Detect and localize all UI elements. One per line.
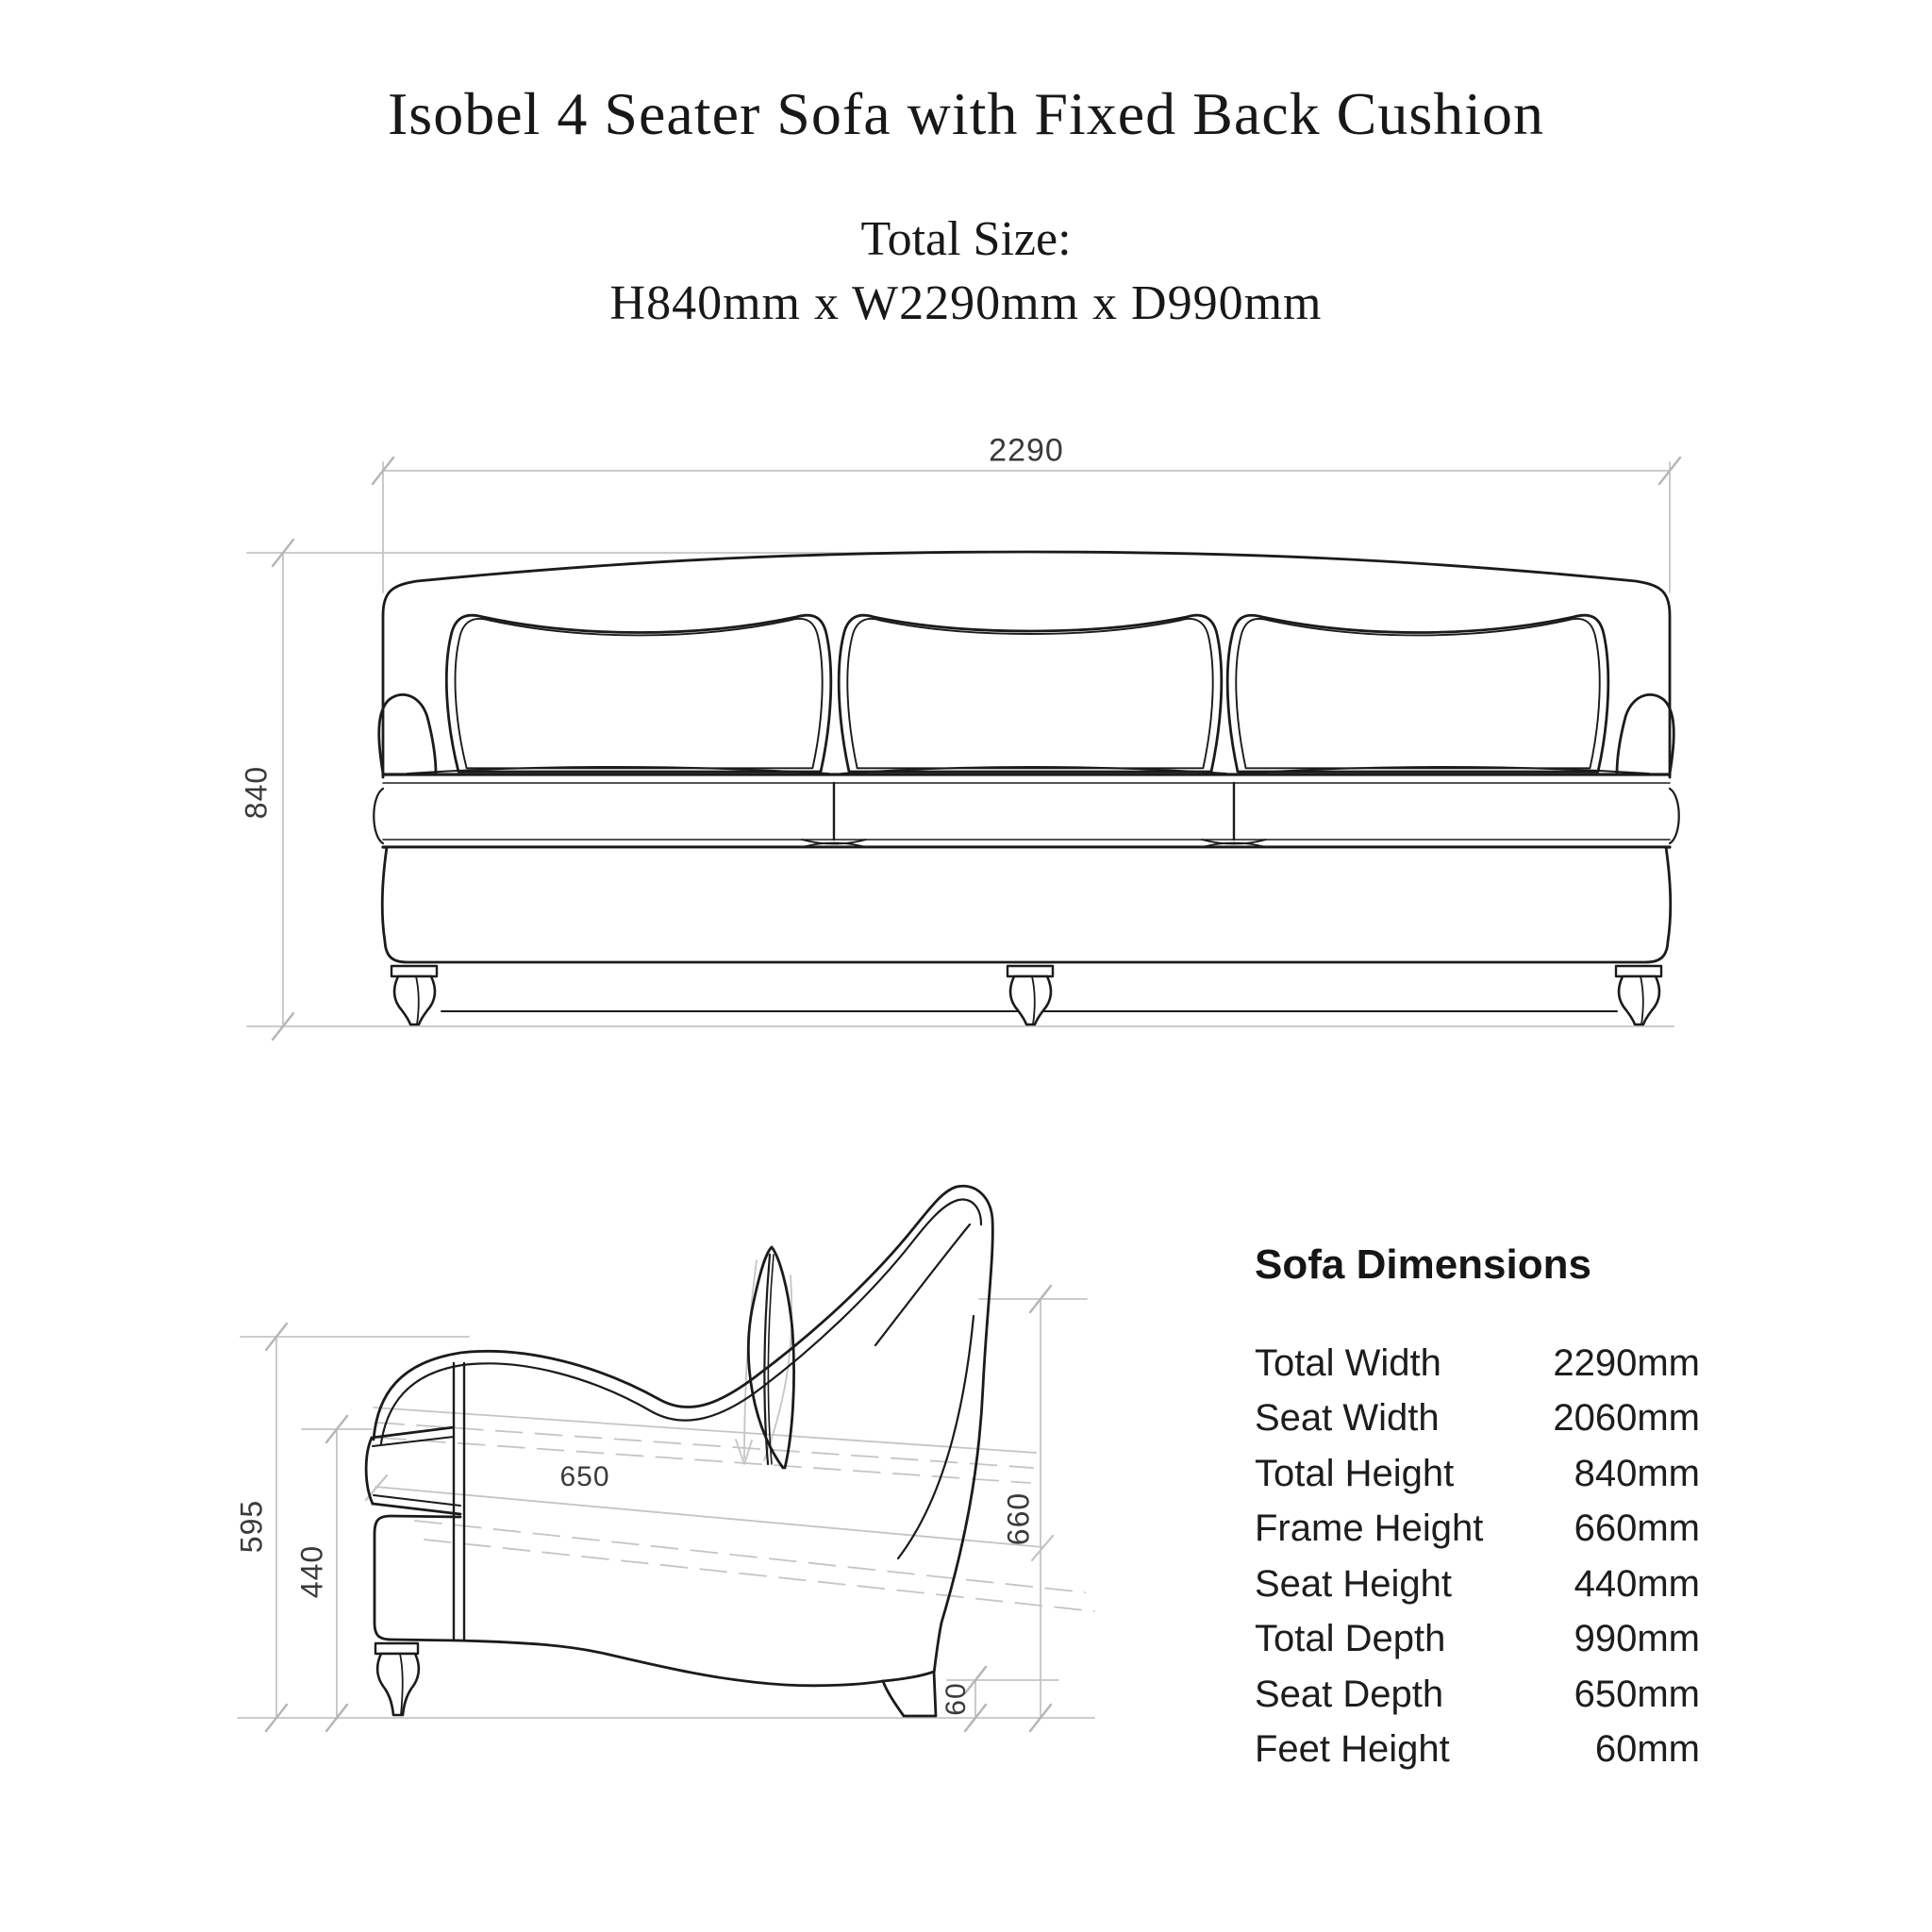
row-label: Seat Height [1255, 1562, 1453, 1605]
side-arm-panel [366, 1427, 460, 1514]
side-view-drawing [238, 1186, 1094, 1731]
row-label: Total Width [1255, 1341, 1441, 1384]
table-row [1255, 1446, 1700, 1502]
seat-cushions [383, 767, 1670, 847]
row-label: Seat Width [1255, 1397, 1440, 1440]
front-view-drawing [247, 458, 1680, 1040]
leg-center [1008, 966, 1053, 1024]
side-front-leg [375, 1643, 419, 1715]
side-seat-height-label: 440 [294, 1544, 329, 1599]
row-label: Total Height [1255, 1452, 1455, 1494]
side-bottom-edge [458, 1641, 883, 1686]
row-label: Seat Depth [1255, 1673, 1444, 1715]
leg-right [1616, 966, 1661, 1024]
sofa-dimensions-table [1255, 1241, 1700, 1777]
side-front-panel [375, 1516, 460, 1641]
front-total-height-label: 840 [239, 765, 274, 820]
front-total-width-label: 2290 [989, 432, 1064, 469]
table-row [1255, 1336, 1700, 1391]
table-row [1255, 1502, 1700, 1557]
row-value: 650mm [1574, 1673, 1700, 1715]
front-sofa-outline [374, 552, 1679, 1024]
sofa-base [382, 847, 1671, 962]
total-size-label: Total Size: [860, 212, 1072, 266]
side-fixed-cushion-edge [875, 1224, 970, 1345]
back-cushions [446, 615, 1607, 772]
page-title: Isobel 4 Seater Sofa with Fixed Back Cushion [387, 80, 1545, 147]
row-value: 440mm [1574, 1562, 1700, 1605]
table-row [1255, 1557, 1700, 1612]
row-value: 2060mm [1553, 1397, 1700, 1440]
row-value: 990mm [1574, 1618, 1700, 1660]
hidden-seat-lines [366, 1407, 1094, 1611]
side-rear-leg [883, 1672, 936, 1716]
arm-and-back-silhouette [374, 1186, 992, 1674]
right-arm-bulge [1670, 789, 1679, 843]
row-label: Frame Height [1255, 1507, 1484, 1550]
side-view-dimension-lines [238, 1260, 1094, 1731]
table-row [1255, 1723, 1700, 1778]
side-cushion-front [898, 1316, 974, 1558]
row-value: 660mm [1574, 1507, 1700, 1550]
table-row [1255, 1612, 1700, 1668]
row-value: 60mm [1594, 1728, 1700, 1771]
row-value: 840mm [1574, 1452, 1700, 1494]
table-row [1255, 1391, 1700, 1447]
front-legs [391, 966, 1661, 1024]
table-title: Sofa Dimensions [1255, 1241, 1591, 1288]
side-frame-height-label: 660 [1001, 1491, 1036, 1546]
side-feet-height-label: 60 [941, 1682, 972, 1716]
total-size-dimensions: H840mm x W2290mm x D990mm [609, 276, 1323, 330]
side-seat-depth-label: 650 [559, 1461, 610, 1492]
side-sofa-outline [366, 1186, 992, 1716]
row-value: 2290mm [1553, 1341, 1700, 1384]
table-row [1255, 1667, 1700, 1723]
row-label: Total Depth [1255, 1618, 1446, 1660]
side-arm-height-label: 595 [234, 1499, 269, 1554]
leg-left [391, 966, 437, 1024]
row-label: Feet Height [1255, 1728, 1450, 1771]
left-arm-bulge [374, 789, 383, 843]
